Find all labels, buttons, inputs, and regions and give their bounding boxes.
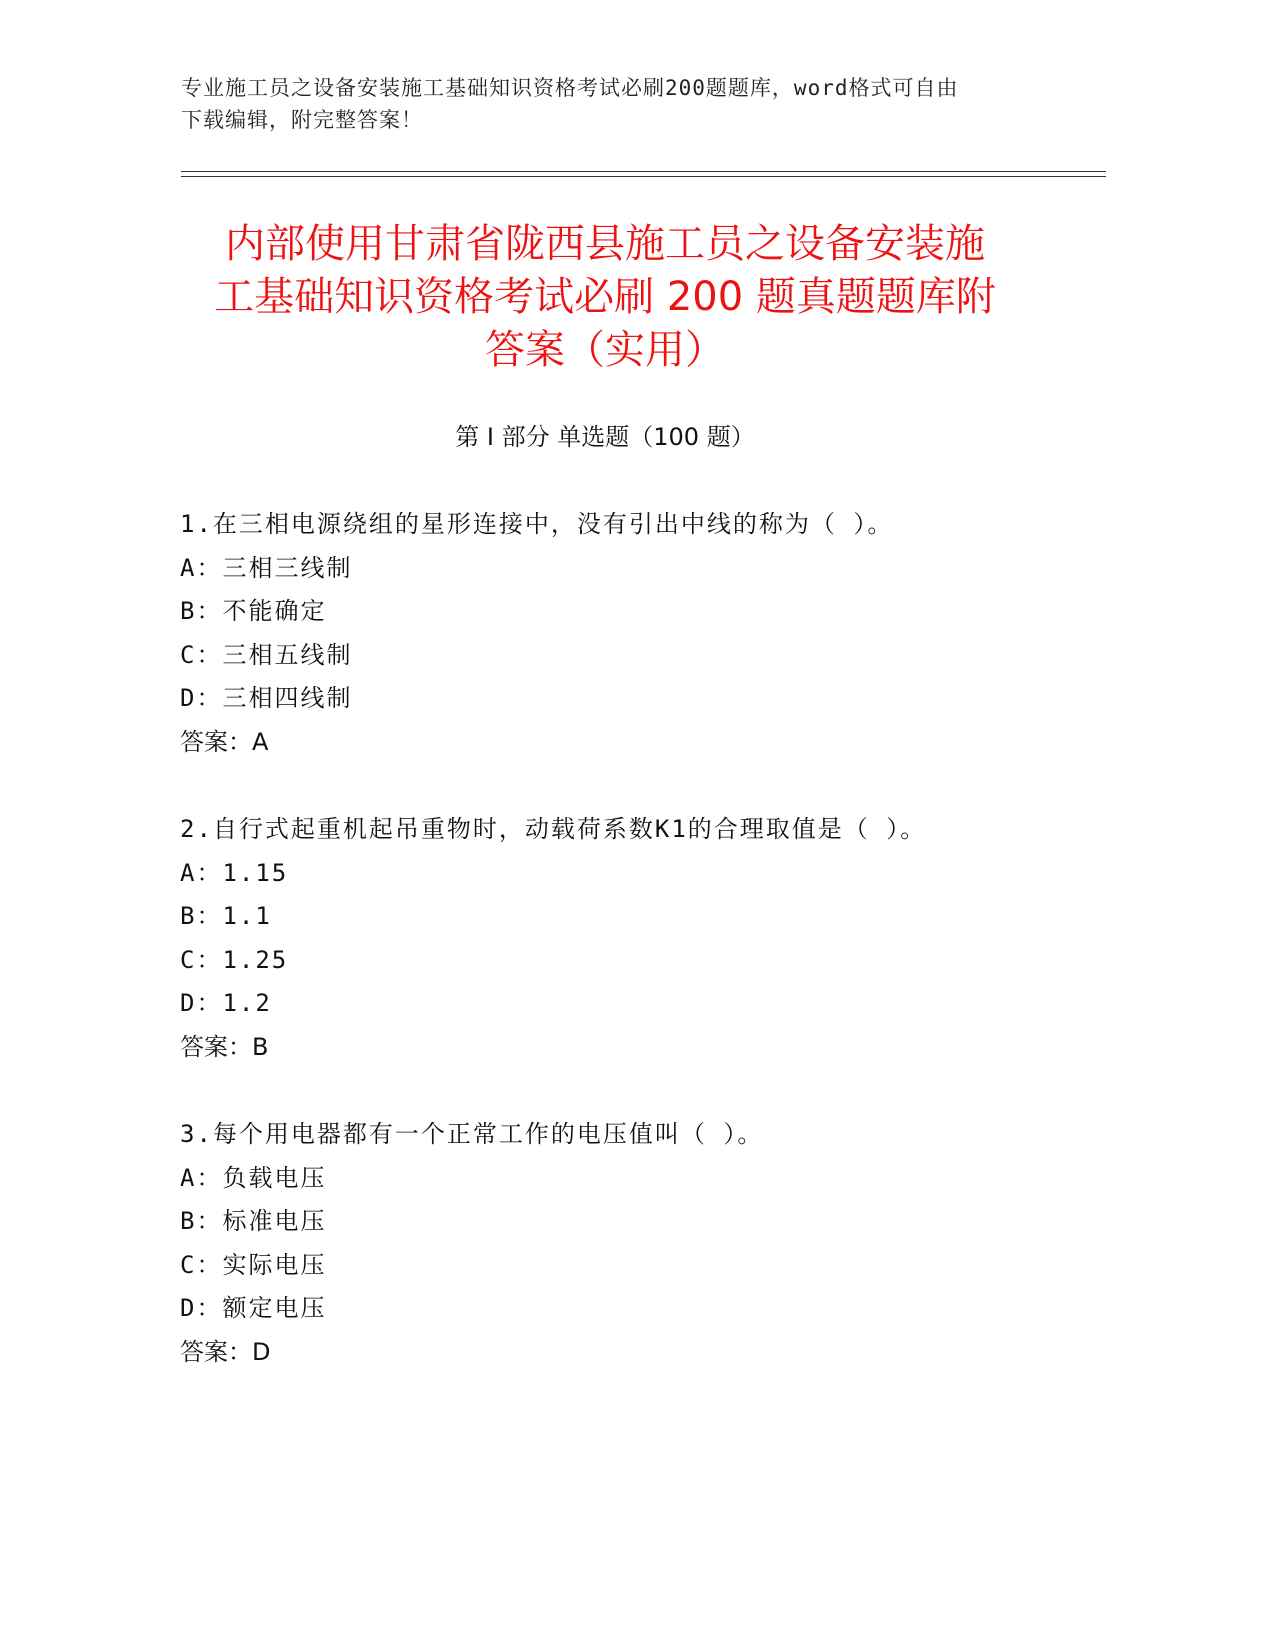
document-title [160,218,1050,377]
option-b: B：1.1 [180,902,272,930]
question-block-1 [180,503,1100,764]
question-block-3 [180,1113,1100,1374]
option-b: B：标准电压 [180,1207,327,1235]
document-title-line-3: 答案（实用） [485,327,725,373]
question-stem: 2.自行式起重机起吊重物时，动载荷系数K1的合理取值是（ ）。 [180,815,927,843]
header-note-line-2: 下载编辑，附完整答案！ [181,108,423,132]
answer-line: 答案：B [180,1032,269,1061]
option-d: D：额定电压 [180,1294,327,1322]
question-stem: 1.在三相电源绕组的星形连接中，没有引出中线的称为（ ）。 [180,510,894,538]
option-a: A：1.15 [180,858,289,887]
option-a: A：负载电压 [180,1163,327,1192]
question-stem: 3.每个用电器都有一个正常工作的电压值叫（ ）。 [180,1120,764,1148]
document-title-line-2: 工基础知识资格考试必刷 200 题真题题库附 [214,274,996,320]
option-a: A：三相三线制 [180,553,353,582]
option-c: C：1.25 [180,945,289,974]
header-note [181,72,1051,136]
answer-line: 答案：D [180,1337,271,1366]
answer-line: 答案：A [180,727,269,756]
option-c: C：实际电压 [180,1250,327,1279]
option-c: C：三相五线制 [180,640,353,669]
header-divider-bottom [181,176,1106,177]
header-note-line-1: 专业施工员之设备安装施工基础知识资格考试必刷200题题库，word格式可自由 [181,76,959,100]
option-d: D：三相四线制 [180,684,353,712]
header-divider-top [181,171,1106,172]
question-block-2 [180,808,1100,1069]
option-b: B：不能确定 [180,597,327,625]
document-title-line-1: 内部使用甘肃省陇西县施工员之设备安装施 [225,221,985,267]
section-heading: 第 I 部分 单选题（100 题） [455,423,755,451]
option-d: D：1.2 [180,989,272,1017]
